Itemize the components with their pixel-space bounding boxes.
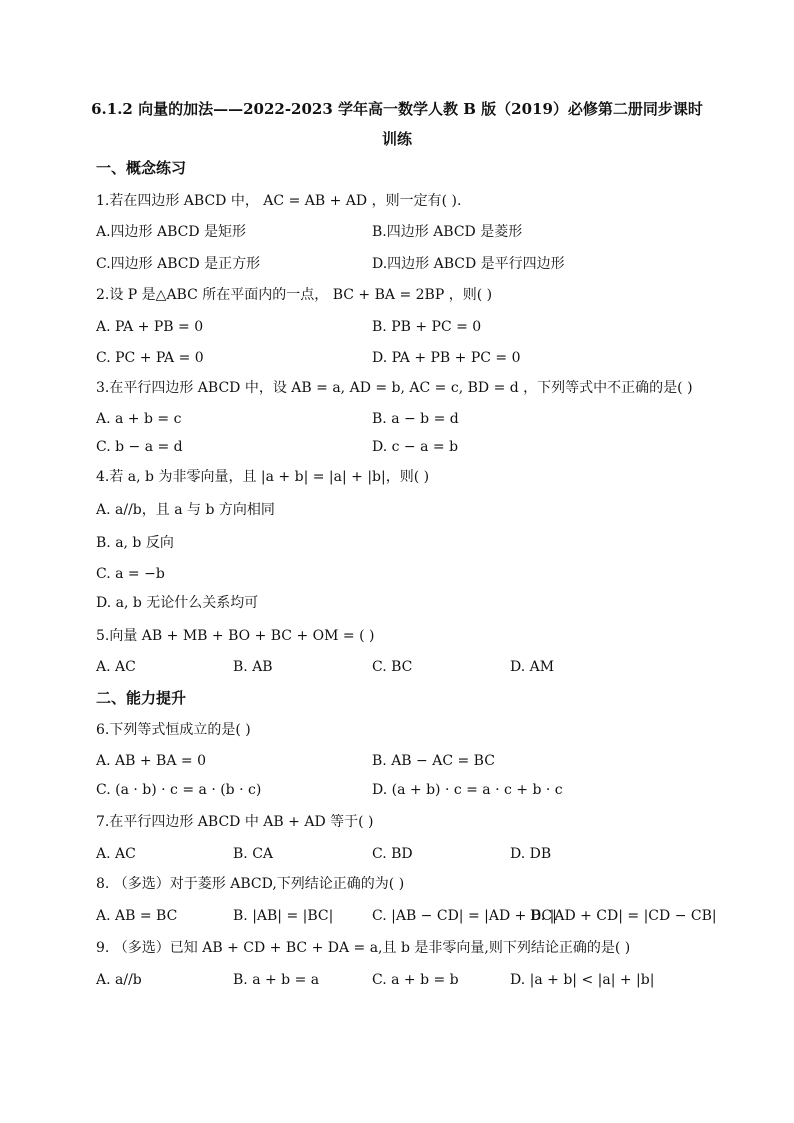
q2-option-a: A. PA + PB = 0 <box>96 319 204 335</box>
q6-option-c: C. (a · b) · c = a · (b · c) <box>96 782 262 798</box>
q4-option-c: C. a = −b <box>96 566 165 582</box>
q2-stem: 2.设 P 是△ABC 所在平面内的一点， BC + BA = 2BP ，则( ) <box>96 287 493 303</box>
q6-option-d: D. (a + b) · c = a · c + b · c <box>372 782 563 798</box>
q1-stem: 1.若在四边形 ABCD 中， AC = AB + AD ，则一定有( ). <box>96 193 462 209</box>
q5-option-a: A. AC <box>96 659 136 675</box>
q2-option-d: D. PA + PB + PC = 0 <box>372 350 521 366</box>
q7-option-b: B. CA <box>233 846 274 862</box>
q8-option-c: C. |AB − CD| = |AD + BC| <box>372 908 557 924</box>
title-line-1: 6.1.2 向量的加法——2022-2023 学年高一数学人教 B 版（2019）必修第二册同步课时 <box>91 100 703 118</box>
q7-stem: 7.在平行四边形 ABCD 中 AB + AD 等于( ) <box>96 814 374 830</box>
q1-option-a: A.四边形 ABCD 是矩形 <box>96 224 247 240</box>
q9-option-c: C. a + b = b <box>372 972 459 988</box>
q3-option-b: B. a − b = d <box>372 411 459 427</box>
q4-stem: 4.若 a, b 为非零向量，且 |a + b| = |a| + |b|，则( ) <box>96 469 430 485</box>
q5-stem: 5.向量 AB + MB + BO + BC + OM = ( ) <box>96 628 375 644</box>
q5-option-b: B. AB <box>233 659 273 675</box>
q3-stem: 3.在平行四边形 ABCD 中，设 AB = a, AD = b, AC = c, BD = d ，下列等式中不正确的是( ) <box>96 380 693 396</box>
q4-option-d: D. a, b 无论什么关系均可 <box>96 595 259 611</box>
title-line-2: 训练 <box>381 130 412 148</box>
q5-option-d: D. AM <box>510 659 555 675</box>
q4-option-a: A. a//b，且 a 与 b 方向相同 <box>96 502 275 518</box>
q3-option-a: A. a + b = c <box>96 411 182 427</box>
q9-stem: 9. （多选）已知 AB + CD + BC + DA = a,且 b 是非零向量,则下列结论正确的是( ) <box>96 940 631 956</box>
q4-option-b: B. a, b 反向 <box>96 535 174 551</box>
q9-option-b: B. a + b = a <box>233 972 320 988</box>
q8-option-b: B. |AB| = |BC| <box>233 908 334 924</box>
q9-option-d: D. |a + b| < |a| + |b| <box>510 972 655 988</box>
q8-stem: 8. （多选）对于菱形 ABCD,下列结论正确的为( ) <box>96 876 405 892</box>
q2-option-c: C. PC + PA = 0 <box>96 350 204 366</box>
q3-option-d: D. c − a = b <box>372 439 459 455</box>
section-heading-1: 一、概念练习 <box>96 159 187 177</box>
q8-option-a: A. AB = BC <box>96 908 178 924</box>
q1-option-b: B.四边形 ABCD 是菱形 <box>372 224 523 240</box>
q1-option-d: D.四边形 ABCD 是平行四边形 <box>372 256 565 272</box>
q7-option-c: C. BD <box>372 846 413 862</box>
q6-option-b: B. AB − AC = BC <box>372 753 495 769</box>
q8-option-d: D. |AD + CD| = |CD − CB| <box>530 908 717 924</box>
q6-stem: 6.下列等式恒成立的是( ) <box>96 722 251 738</box>
section-heading-2: 二、能力提升 <box>96 689 187 707</box>
q3-option-c: C. b − a = d <box>96 439 183 455</box>
q1-option-c: C.四边形 ABCD 是正方形 <box>96 256 261 272</box>
q7-option-d: D. DB <box>510 846 552 862</box>
q2-option-b: B. PB + PC = 0 <box>372 319 482 335</box>
q7-option-a: A. AC <box>96 846 136 862</box>
q9-option-a: A. a//b <box>96 972 142 988</box>
q6-option-a: A. AB + BA = 0 <box>96 753 206 769</box>
q5-option-c: C. BC <box>372 659 413 675</box>
